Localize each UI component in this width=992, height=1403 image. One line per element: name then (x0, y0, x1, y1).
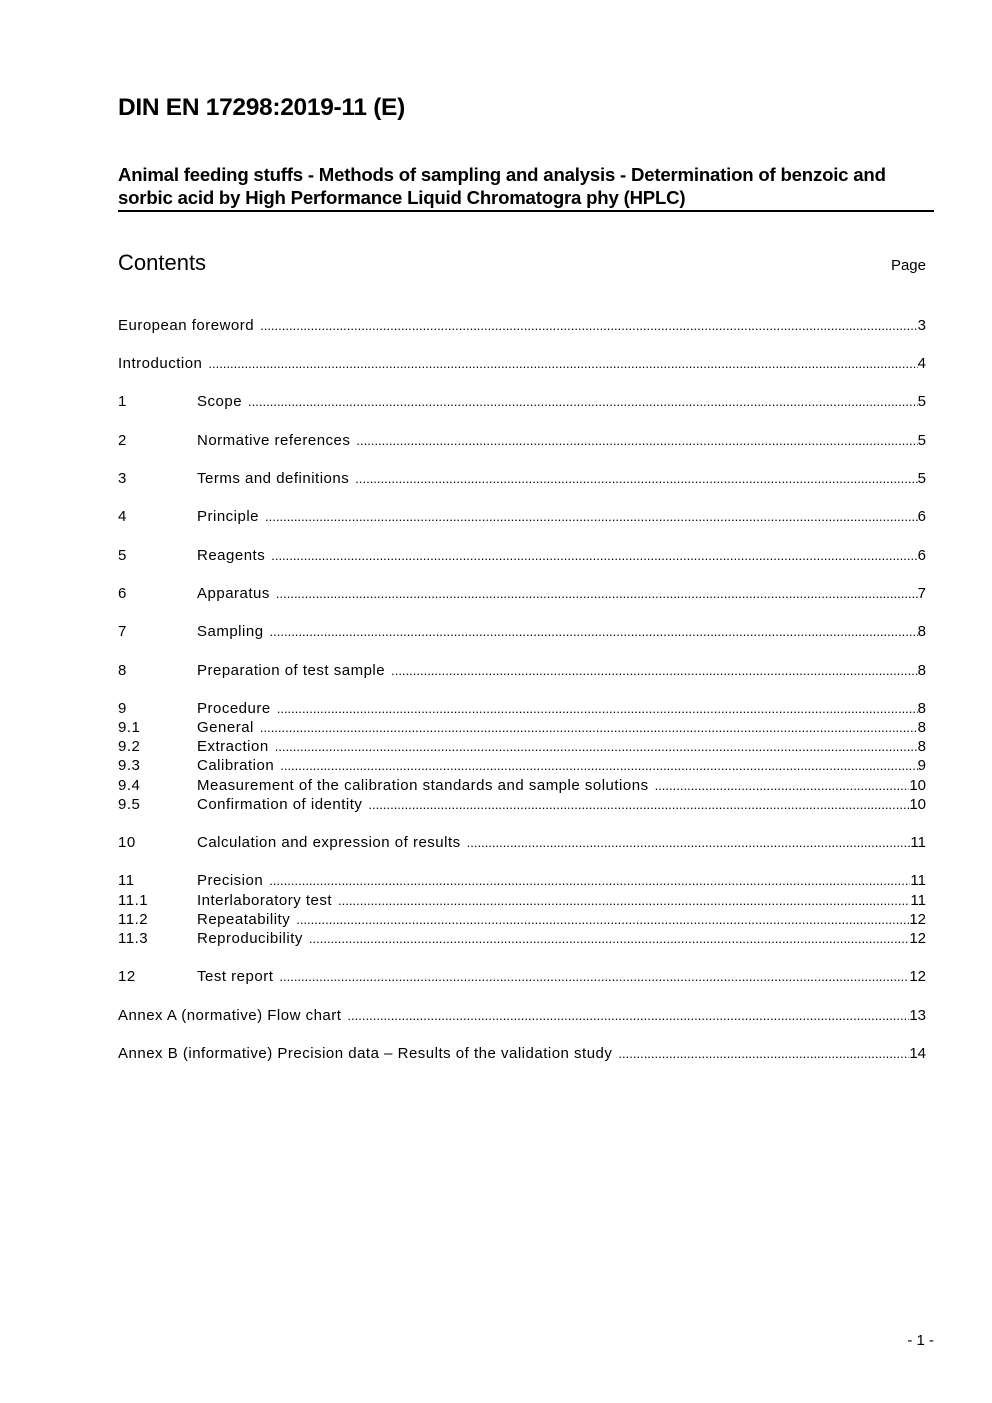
document-title: Animal feeding stuffs - Methods of sampling and analysis - Determination of benzoic and sorbic acid by High Performance Liquid Chromatogra phy (HPLC) (118, 164, 886, 208)
toc-entry-title: Annex B (informative) Precision data – Results of the validation study (118, 1045, 613, 1062)
toc-leader-dots (347, 1006, 909, 1025)
toc-leader-dots (248, 392, 918, 411)
toc-entry[interactable] (118, 392, 926, 411)
document-id: DIN EN 17298:2019-11 (E) (118, 94, 405, 121)
toc-entry-number: 1 (118, 393, 127, 410)
toc-entry-page: 5 (917, 432, 926, 449)
toc-entry-page: 12 (909, 930, 926, 947)
toc-entry-page: 13 (909, 1007, 926, 1024)
toc-leader-dots (338, 891, 910, 910)
toc-entry[interactable] (118, 756, 926, 775)
toc-entry[interactable] (118, 507, 926, 526)
toc-leader-dots (260, 316, 918, 335)
toc-entry[interactable] (118, 546, 926, 565)
toc-entry-title: General (197, 719, 254, 736)
toc-leader-dots (260, 718, 918, 737)
toc-entry[interactable] (118, 776, 926, 795)
toc-entry[interactable] (118, 833, 926, 852)
toc-entry-title: Extraction (197, 738, 269, 755)
table-of-contents (118, 0, 926, 1403)
toc-entry-number: 9.3 (118, 757, 141, 774)
toc-entry-number: 11 (118, 872, 135, 889)
toc-entry-title: Precision (197, 872, 264, 889)
toc-leader-dots (355, 469, 917, 488)
toc-leader-dots (309, 929, 909, 948)
toc-entry-title: Annex A (normative) Flow chart (118, 1007, 342, 1024)
toc-entry-number: 6 (118, 585, 127, 602)
toc-entry-page: 6 (917, 547, 926, 564)
toc-entry[interactable] (118, 699, 926, 718)
toc-leader-dots (271, 546, 917, 565)
toc-entry-page: 8 (917, 662, 926, 679)
toc-entry[interactable] (118, 718, 926, 737)
toc-entry-page: 12 (909, 911, 926, 928)
toc-entry-title: Reagents (197, 547, 266, 564)
toc-entry[interactable] (118, 661, 926, 680)
toc-entry-page: 5 (917, 393, 926, 410)
toc-entry[interactable] (118, 737, 926, 756)
toc-entry-title: Procedure (197, 700, 271, 717)
toc-entry-title: Test report (197, 968, 274, 985)
toc-entry-number: 4 (118, 508, 127, 525)
toc-entry-title: Sampling (197, 623, 264, 640)
toc-leader-dots (277, 699, 918, 718)
toc-entry-page: 8 (917, 623, 926, 640)
toc-entry[interactable] (118, 1006, 926, 1025)
toc-entry-number: 9.5 (118, 796, 141, 813)
toc-leader-dots (655, 776, 910, 795)
toc-leader-dots (391, 661, 918, 680)
toc-entry-title: Apparatus (197, 585, 270, 602)
toc-entry-number: 9.1 (118, 719, 141, 736)
toc-entry[interactable] (118, 929, 926, 948)
toc-entry-title: Calibration (197, 757, 275, 774)
toc-entry-number: 9.4 (118, 777, 141, 794)
toc-leader-dots (269, 871, 910, 890)
toc-entry-number: 11.1 (118, 892, 149, 909)
toc-entry-page: 11 (910, 872, 926, 889)
toc-leader-dots (208, 354, 917, 373)
toc-entry-title: Principle (197, 508, 260, 525)
toc-entry[interactable] (118, 1044, 926, 1063)
contents-heading: Contents (118, 250, 207, 275)
page-number: - 1 - (907, 1332, 934, 1349)
toc-leader-dots (270, 622, 918, 641)
toc-entry[interactable] (118, 584, 926, 603)
toc-leader-dots (265, 507, 918, 526)
toc-entry[interactable] (118, 891, 926, 910)
toc-entry-number: 11.2 (118, 911, 149, 928)
toc-entry-title: Scope (197, 393, 243, 410)
toc-entry-page: 10 (909, 777, 926, 794)
toc-entry-title: Repeatability (197, 911, 291, 928)
toc-entry-page: 6 (917, 508, 926, 525)
toc-entry[interactable] (118, 431, 926, 450)
page-column-heading: Page (890, 257, 926, 274)
toc-entry-title: Terms and definitions (197, 470, 350, 487)
toc-entry-page: 9 (917, 757, 926, 774)
toc-entry[interactable] (118, 354, 926, 373)
toc-entry[interactable] (118, 622, 926, 641)
toc-entry-page: 14 (909, 1045, 926, 1062)
toc-entry-title: Interlaboratory test (197, 892, 333, 909)
toc-entry[interactable] (118, 910, 926, 929)
toc-leader-dots (368, 795, 909, 814)
toc-entry-title: Confirmation of identity (197, 796, 363, 813)
toc-entry-number: 5 (118, 547, 127, 564)
toc-entry-title: Introduction (118, 355, 203, 372)
toc-entry-number: 11.3 (118, 930, 149, 947)
toc-entry[interactable] (118, 967, 926, 986)
toc-entry[interactable] (118, 795, 926, 814)
toc-entry-number: 9.2 (118, 738, 141, 755)
toc-entry-title: Measurement of the calibration standards and sample solutions (197, 777, 649, 794)
toc-entry-title: Preparation of test sample (197, 662, 386, 679)
toc-entry-number: 2 (118, 432, 127, 449)
toc-entry-page: 12 (909, 968, 926, 985)
toc-entry-title: Reproducibility (197, 930, 303, 947)
toc-entry-number: 8 (118, 662, 127, 679)
toc-leader-dots (279, 967, 909, 986)
toc-entry-page: 8 (917, 719, 926, 736)
toc-leader-dots (467, 833, 911, 852)
toc-leader-dots (356, 431, 917, 450)
toc-entry-number: 9 (118, 700, 127, 717)
toc-entry-number: 7 (118, 623, 127, 640)
toc-entry-page: 11 (910, 892, 926, 909)
toc-entry-page: 3 (917, 317, 926, 334)
toc-entry-page: 4 (917, 355, 926, 372)
toc-entry-number: 10 (118, 834, 136, 851)
toc-leader-dots (280, 756, 917, 775)
toc-leader-dots (296, 910, 909, 929)
toc-entry[interactable] (118, 469, 926, 488)
toc-leader-dots (275, 737, 918, 756)
toc-entry-title: European foreword (118, 317, 255, 334)
toc-entry-page: 8 (917, 700, 926, 717)
toc-entry-title: Normative references (197, 432, 351, 449)
toc-entry-page: 10 (909, 796, 926, 813)
toc-entry-page: 5 (917, 470, 926, 487)
toc-entry[interactable] (118, 316, 926, 335)
toc-entry-page: 11 (910, 834, 926, 851)
toc-leader-dots (276, 584, 918, 603)
toc-entry-title: Calculation and expression of results (197, 834, 461, 851)
toc-entry-page: 7 (917, 585, 926, 602)
toc-entry[interactable] (118, 871, 926, 890)
toc-entry-page: 8 (917, 738, 926, 755)
toc-entry-number: 3 (118, 470, 127, 487)
toc-entry-number: 12 (118, 968, 136, 985)
toc-leader-dots (618, 1044, 909, 1063)
